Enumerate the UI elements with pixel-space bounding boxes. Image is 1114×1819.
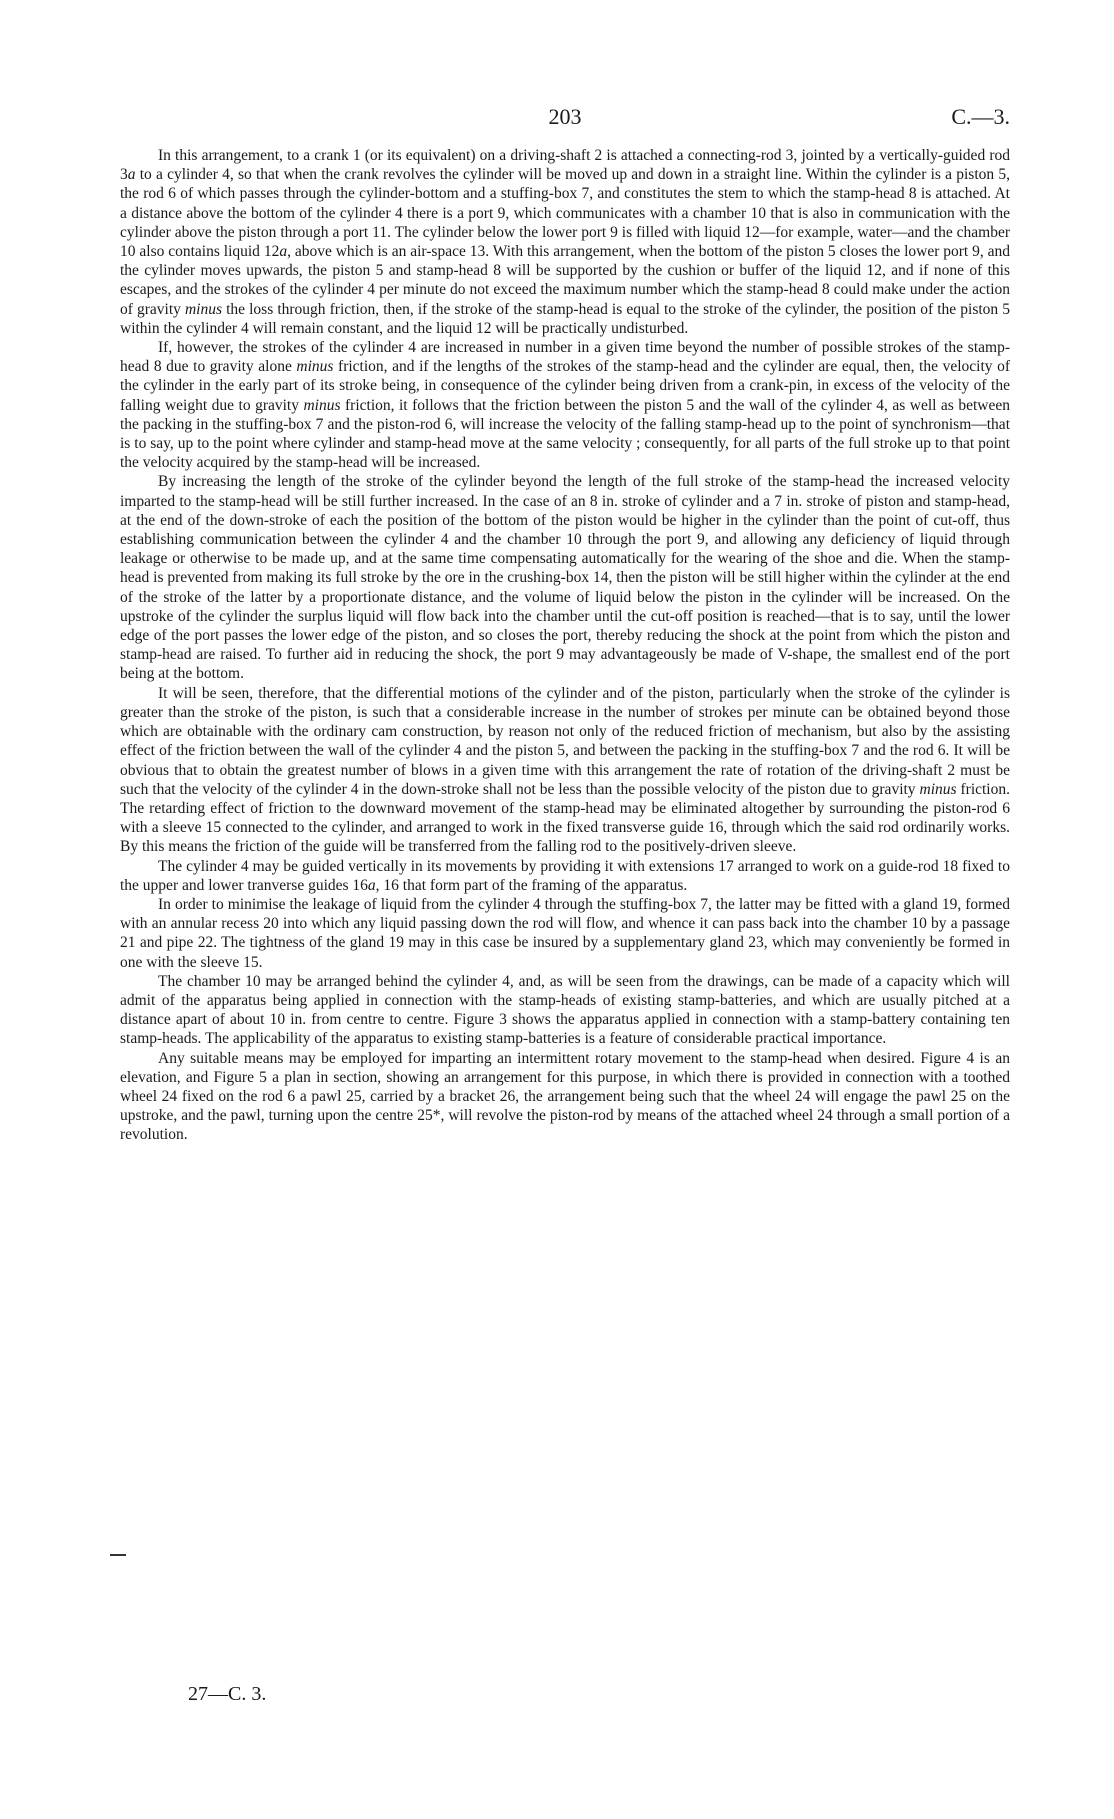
document-reference: C.—3. <box>951 104 1010 129</box>
italic-text: minus <box>303 396 341 414</box>
italic-text: a <box>127 166 136 184</box>
text-run: , above which is an air-space 13. With this arrangement, when the bottom of the piston 5 closes the lower port 9, and the cylinder moves upwards, the piston 5 and stamp-head 8 will be supported by the cushion or buffer of the liquid 12, and if none of this escapes, and the strokes of the cylinder 4 per minute do not exceed the maximum number which the stamp-head 8 could make under the action of gravity <box>120 243 1011 318</box>
margin-mark <box>110 1554 126 1556</box>
italic-text: minus <box>296 358 334 376</box>
page-header <box>120 100 1010 134</box>
paragraph <box>120 472 1010 683</box>
paragraph <box>120 684 1010 857</box>
page-number: 203 <box>548 104 582 129</box>
paragraph <box>120 857 1010 895</box>
italic-text: minus <box>919 780 957 798</box>
italic-text: a <box>279 243 288 261</box>
text-run: In this arrangement, to a crank 1 (or its equivalent) on a driving-shaft 2 is attached a connecting-rod 3, jointed by a vertically-guided rod 3 <box>120 147 1010 184</box>
text-run: It will be seen, therefore, that the differential motions of the cylinder and of the piston, particularly when the stroke of the cylinder is greater than the stroke of the piston, is such that a considerable increase in the number of strokes per minute can be obtained beyond those which are obtainable with the ordinary cam construction, by reason not only of the reduced friction of mechanism, but also by the assisting effect of the friction between the wall of the cylinder 4 and the piston 5, and between the packing in the stuffing-box 7 and the rod 6. It will be obvious that to obtain the greatest number of blows in a given time with this arrangement the rate of rotation of the driving-shaft 2 must be such that the velocity of the cylinder 4 in the down-stroke shall not be less than the possible velocity of the piston due to gravity <box>120 684 1010 798</box>
text-run: the loss through friction, then, if the stroke of the stamp-head is equal to the stroke of the cylinder, the position of the piston 5 within the cylinder 4 will remain constant, and the liquid 12 will be practically undisturbed. <box>120 300 1010 337</box>
text-run: Any suitable means may be employed for imparting an intermittent rotary movement to the stamp-head when desired. Figure 4 is an elevation, and Figure 5 a plan in section, showing an arrangement for this purpose, in which there is provided in connection with a toothed wheel 24 fixed on the rod 6 a pawl 25, carried by a bracket 26, the arrangement being such that the wheel 24 will engage the pawl 25 on the upstroke, and the pawl, turning upon the centre 25*, will revolve the piston-rod by means of the attached wheel 24 through a small portion of a revolution. <box>120 1049 1010 1144</box>
text-run: By increasing the length of the stroke of the cylinder beyond the length of the full stroke of the stamp-head the increased velocity imparted to the stamp-head will be still further increased. In the case of an 8 in. stroke of cylinder and a 7 in. stroke of piston and stamp-head, at the end of the down-stroke of each the position of the bottom of the piston would be higher in the cylinder than the point of cut-off, thus establishing communication between the cylinder 4 and the chamber 10 through the port 9, and allowing any deficiency of liquid through leakage or otherwise to be made up, and at the same time compensating automatically for the wearing of the shoe and die. When the stamp-head is prevented from making its full stroke by the ore in the crushing-box 14, then the piston will be still higher within the cylinder at the end of the stroke of the latter by a proportionate distance, and the volume of liquid below the piston in the cylinder will be increased. On the upstroke of the cylinder the surplus liquid will flow back into the chamber until the cut-off position is reached—that is to say, until the lower edge of the port passes the lower edge of the piston, and so closes the port, thereby reducing the shock at the point from which the piston and stamp-head are raised. To further aid in reducing the shock, the port 9 may advantageously be made of V-shape, the smallest end of the port being at the bottom. <box>120 473 1010 683</box>
printer-signature: 27—C. 3. <box>188 1683 267 1705</box>
text-run: If, however, the strokes of the cylinder 4 are increased in number in a given time beyond the number of possible strokes of the stamp-head 8 due to gravity alone <box>120 339 1010 376</box>
text-run: friction. The retarding effect of friction to the downward movement of the stamp-head may be eliminated altogether by surrounding the piston-rod 6 with a sleeve 15 connected to the cylinder, and arranged to work in the fixed transverse guide 16, through which the said rod ordinarily works. By this means the friction of the guide will be transferred from the falling rod to the positively-driven sleeve. <box>120 780 1010 856</box>
body-text <box>120 146 1010 1145</box>
text-run: The cylinder 4 may be guided vertically in its movements by providing it with extensions 17 arranged to work on a guide-rod 18 fixed to the upper and lower tranverse guides 16 <box>120 857 1010 894</box>
text-run: friction, and if the lengths of the strokes of the stamp-head and the cylinder are equal, then, the velocity of the cylinder in the early part of its stroke being, in consequence of the cylinder being driven from a crank-pin, in excess of the velocity of the falling weight due to gravity <box>120 358 1010 414</box>
paragraph <box>120 895 1010 972</box>
text-run: friction, it follows that the friction between the piston 5 and the wall of the cylinder 4, as well as between the packing in the stuffing-box 7 and the piston-rod 6, will increase the velocity of the falling stamp-head up to the point of synchronism—that is to say, up to the point where cylinder and stamp-head move at the same velocity ; consequently, for all parts of the full stroke up to that point the velocity acquired by the stamp-head will be increased. <box>120 396 1010 472</box>
italic-text: minus <box>184 300 223 318</box>
paragraph <box>120 146 1010 338</box>
paragraph <box>120 338 1010 472</box>
text-run: to a cylinder 4, so that when the crank revolves the cylinder will be moved up and down in a straight line. Within the cylinder is a piston 5, the rod 6 of which passes through the cylinder-bottom and a stuffing-box 7, and constitutes the stem to which the stamp-head 8 is attached. At a distance above the bottom of the cylinder 4 there is a port 9, which communicates with a chamber 10 that is also in communication with the cylinder above the piston through a port 11. The cylinder below the lower port 9 is filled with liquid 12—for example, water—and the chamber 10 also contains liquid 12 <box>120 166 1010 261</box>
paragraph <box>120 972 1010 1049</box>
text-run: In order to minimise the leakage of liquid from the cylinder 4 through the stuffing-box 7, the latter may be fitted with a gland 19, formed with an annular recess 20 into which any liquid passing down the rod will flow, and whence it can pass back into the chamber 10 by a passage 21 and pipe 22. The tightness of the gland 19 may in this case be insured by a supplementary gland 23, which may conveniently be formed in one with the sleeve 15. <box>120 895 1010 971</box>
text-run: , 16 that form part of the framing of the apparatus. <box>375 876 688 894</box>
paragraph <box>120 1049 1010 1145</box>
text-run: The chamber 10 may be arranged behind the cylinder 4, and, as will be seen from the drawings, can be made of a capacity which will admit of the apparatus being applied in connection with the stamp-heads of existing stamp-batteries, and which are usually pitched at a distance apart of about 10 in. from centre to centre. Figure 3 shows the apparatus applied in connection with a stamp-battery containing ten stamp-heads. The applicability of the apparatus to existing stamp-batteries is a feature of considerable practical importance. <box>120 972 1010 1048</box>
italic-text: a <box>367 876 376 894</box>
